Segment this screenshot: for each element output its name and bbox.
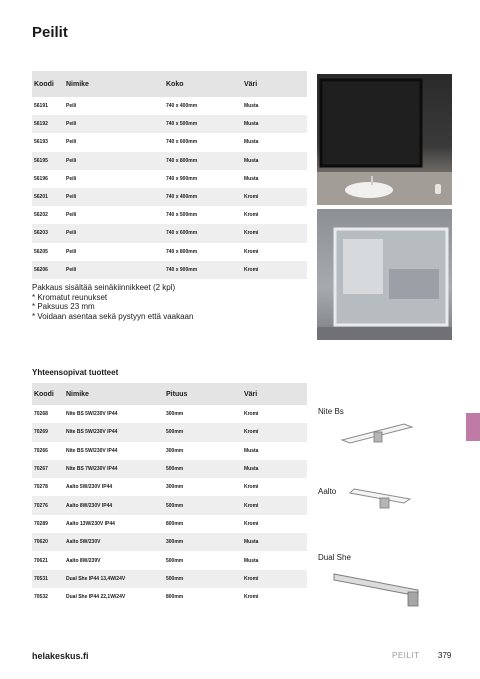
mirror-table (32, 71, 307, 279)
table-cell: Kromi (242, 188, 307, 206)
table-cell: Aalto 5W/230V (64, 533, 164, 551)
table-cell: Peili (64, 152, 164, 170)
aalto-lamp-image (340, 486, 420, 517)
table-cell: Aalto 8W/239V (66, 557, 101, 564)
column-header: Väri (242, 383, 307, 405)
dual-she-lamp-image (330, 566, 430, 615)
table-row (32, 115, 307, 133)
table-cell: 740 x 900mm (164, 261, 242, 279)
column-header: Koodi (32, 71, 64, 97)
table-cell: Aalto 13W/230V IP44 (66, 520, 115, 527)
table-row (32, 261, 307, 279)
table-cell: Musta (244, 103, 259, 110)
table-cell: 70620 (32, 533, 64, 551)
table-cell: Aalto 5W/230V IP44 (66, 484, 113, 491)
chrome-mirror-photo (317, 209, 452, 340)
footer-site: helakeskus.fi (32, 651, 89, 661)
table-cell: Kromi (242, 261, 307, 279)
table-cell: 740 x 500mm (166, 212, 198, 219)
table-cell: Peili (66, 175, 77, 182)
table-cell: Peili (64, 224, 164, 242)
table-cell: Peili (66, 139, 77, 146)
table-cell: 70269 (32, 423, 64, 441)
table-cell: Musta (242, 152, 307, 170)
table-cell: Kromi (242, 570, 307, 588)
table-cell: 56202 (34, 212, 48, 219)
table-cell: 740 x 500mm (164, 115, 242, 133)
table-cell: 56191 (34, 103, 48, 110)
aalto-label: Aalto (318, 487, 337, 496)
table-cell: Kromi (242, 496, 307, 514)
table-cell: Musta (242, 460, 307, 478)
column-header: Koodi (32, 383, 64, 405)
table-row (32, 588, 307, 606)
table-cell: Kromi (244, 484, 259, 491)
table-cell: 300mm (166, 484, 184, 491)
table-row (32, 188, 307, 206)
table-cell: 56196 (34, 175, 48, 182)
table-row (32, 97, 307, 115)
table-cell: Kromi (244, 212, 259, 219)
table-row (32, 423, 307, 441)
compatible-products-table (32, 383, 307, 606)
table-row (32, 551, 307, 569)
column-header: Nimike (64, 383, 164, 405)
footer-section: PEILIT (392, 651, 420, 660)
table-cell: 300mm (164, 533, 242, 551)
table-cell: 70266 (34, 447, 48, 454)
table-cell: Nite BS 5W/230V IP44 (66, 447, 118, 454)
table-cell: 500mm (164, 423, 242, 441)
nite-bs-lamp-image (340, 420, 420, 451)
table-cell: Kromi (244, 248, 259, 255)
table-cell: 70531 (32, 570, 64, 588)
table-cell: Peili (66, 212, 77, 219)
table-cell: Peili (66, 248, 77, 255)
table-header-row (32, 71, 307, 97)
table-row (32, 243, 307, 261)
column-header: Pituus (164, 383, 242, 405)
column-header: Koko (164, 71, 242, 97)
note-line: * Paksuus 23 mm (32, 302, 95, 311)
table-cell: Musta (244, 175, 259, 182)
nite-bs-label: Nite Bs (318, 407, 344, 416)
table-header-row (32, 383, 307, 405)
table-cell: Musta (242, 115, 307, 133)
table-cell: 800mm (166, 594, 184, 601)
table-cell: 740 x 600mm (166, 139, 198, 146)
table-cell: 70532 (34, 594, 48, 601)
table-cell: 70621 (34, 557, 48, 564)
table-cell: 500mm (166, 557, 184, 564)
compatible-products-title: Yhteensopivat tuotteet (32, 368, 119, 377)
table-cell: 740 x 600mm (164, 224, 242, 242)
table-cell: 70276 (32, 496, 64, 514)
table-row (32, 460, 307, 478)
table-cell: Kromi (242, 224, 307, 242)
black-mirror-photo (317, 74, 452, 205)
table-cell: Peili (64, 115, 164, 133)
table-row (32, 152, 307, 170)
table-row (32, 442, 307, 460)
table-cell: 740 x 400mm (164, 188, 242, 206)
table-cell: 740 x 900mm (166, 175, 198, 182)
table-cell: 300mm (166, 411, 184, 418)
column-header: Väri (242, 71, 307, 97)
table-row (32, 224, 307, 242)
table-cell: Musta (244, 139, 259, 146)
table-cell: 70289 (34, 520, 48, 527)
table-cell: Kromi (244, 411, 259, 418)
table-cell: 70278 (34, 484, 48, 491)
table-row (32, 206, 307, 224)
page-number: 379 (438, 651, 452, 660)
table-cell: 500mm (164, 570, 242, 588)
table-cell: 70267 (32, 460, 64, 478)
table-cell: 56192 (32, 115, 64, 133)
note-line: Pakkaus sisältää seinäkiinnikkeet (2 kpl) (32, 283, 176, 292)
table-cell: 56203 (32, 224, 64, 242)
dual-she-label: Dual She (318, 553, 351, 562)
table-cell: 70268 (34, 411, 48, 418)
table-cell: Peili (64, 188, 164, 206)
table-row (32, 570, 307, 588)
table-cell: 56195 (32, 152, 64, 170)
table-cell: Kromi (242, 423, 307, 441)
table-cell: 56206 (32, 261, 64, 279)
table-cell: Kromi (244, 594, 259, 601)
table-cell: 56205 (34, 248, 48, 255)
table-row (32, 515, 307, 533)
table-row (32, 133, 307, 151)
table-cell: Dual She IP44 13,4W/24V (64, 570, 164, 588)
table-row (32, 170, 307, 188)
table-cell: Aalto 8W/230V IP44 (64, 496, 164, 514)
table-cell: Dual She IP44 22,1W/24V (66, 594, 126, 601)
section-tab (466, 413, 480, 441)
table-cell: 300mm (166, 447, 184, 454)
note-line: * Voidaan asentaa sekä pystyyn että vaakaan (32, 311, 194, 321)
table-cell: 56201 (32, 188, 64, 206)
table-cell: 800mm (166, 520, 184, 527)
table-row (32, 478, 307, 496)
mirror-notes (32, 283, 193, 321)
table-cell: Musta (244, 557, 259, 564)
table-cell: 500mm (164, 496, 242, 514)
note-line: * Kromatut reunukset (32, 292, 108, 302)
table-cell: Nite BS 5W/230V IP44 (64, 423, 164, 441)
table-cell: 56193 (34, 139, 48, 146)
table-cell: 740 x 800mm (164, 152, 242, 170)
table-row (32, 533, 307, 551)
table-cell: 740 x 400mm (166, 103, 198, 110)
table-cell: Musta (244, 447, 259, 454)
table-cell: 500mm (164, 460, 242, 478)
page-title: Peilit (32, 24, 68, 41)
table-cell: Musta (242, 533, 307, 551)
table-cell: Nite BS 5W/230V IP44 (66, 411, 118, 418)
table-cell: Kromi (244, 520, 259, 527)
table-cell: Peili (64, 261, 164, 279)
table-row (32, 405, 307, 423)
table-cell: 740 x 800mm (166, 248, 198, 255)
column-header: Nimike (64, 71, 164, 97)
table-cell: Peili (66, 103, 77, 110)
table-row (32, 496, 307, 514)
table-cell: Nite BS 7W/230V IP44 (64, 460, 164, 478)
